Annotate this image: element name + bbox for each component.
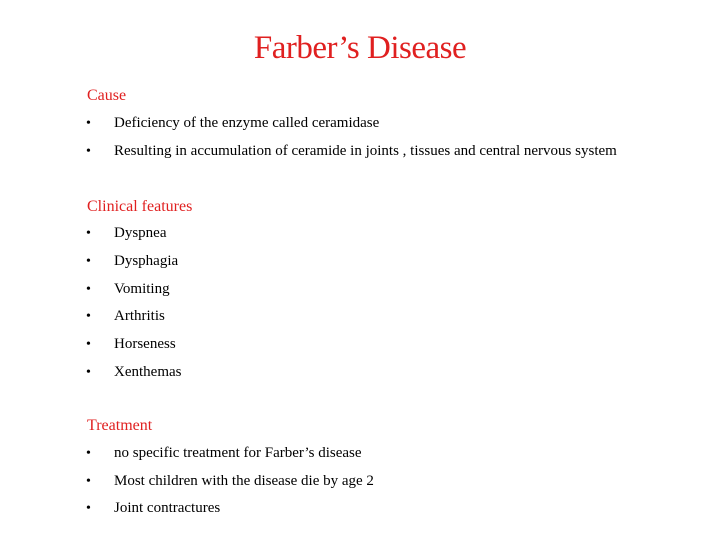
- list-item: [86, 473, 374, 490]
- bullet-icon: •: [86, 116, 91, 131]
- list-item-text: Deficiency of the enzyme called ceramidase: [114, 115, 380, 131]
- bullet-icon: •: [86, 365, 91, 380]
- bullet-icon: •: [86, 337, 91, 352]
- list-item-text: Resulting in accumulation of ceramide in joints , tissues and central nervous system: [114, 143, 617, 159]
- list-item-text: Joint contractures: [114, 500, 221, 516]
- bullet-icon: •: [86, 282, 91, 297]
- bullet-icon: •: [86, 226, 91, 241]
- list-item: [86, 115, 379, 132]
- section-heading-clinical-features: Clinical features: [87, 198, 193, 215]
- bullet-icon: •: [86, 446, 91, 461]
- list-item: [86, 500, 220, 517]
- list-item: [86, 336, 176, 353]
- list-item-text: Vomiting: [114, 281, 170, 297]
- list-item-text: Arthritis: [114, 308, 165, 324]
- bullet-icon: •: [86, 501, 91, 516]
- list-item-text: no specific treatment for Farber’s disease: [114, 445, 362, 461]
- slide-title: Farber’s Disease: [253, 30, 467, 66]
- list-item: [86, 253, 178, 270]
- list-item: [86, 225, 167, 242]
- section-heading-cause: Cause: [87, 87, 127, 104]
- bullet-icon: •: [86, 144, 91, 159]
- list-item: [86, 364, 181, 381]
- list-item: [86, 445, 362, 462]
- list-item: [86, 143, 617, 160]
- list-item-text: Most children with the disease die by age 2: [114, 473, 374, 489]
- section-heading-treatment: Treatment: [87, 417, 153, 434]
- bullet-icon: •: [86, 254, 91, 269]
- list-item: [86, 281, 170, 298]
- list-item-text: Xenthemas: [114, 364, 182, 380]
- list-item-text: Dysphagia: [114, 253, 179, 269]
- list-item-text: Dyspnea: [114, 225, 167, 241]
- list-item-text: Horseness: [114, 336, 176, 352]
- bullet-icon: •: [86, 309, 91, 324]
- list-item: [86, 308, 165, 325]
- bullet-icon: •: [86, 474, 91, 489]
